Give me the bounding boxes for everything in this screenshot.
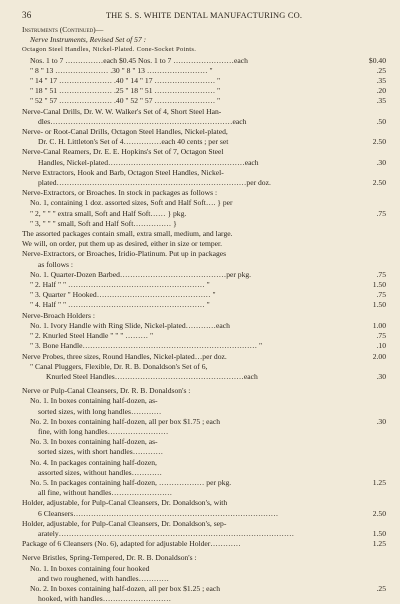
line-price: 1.50 (372, 300, 386, 310)
catalog-line (22, 300, 386, 310)
catalog-line (22, 66, 386, 76)
catalog-line (22, 352, 386, 362)
line-price: 1.50 (372, 528, 386, 538)
line-text: plated…………………………………………………………………per doz. (38, 178, 271, 188)
line-price: .75 (376, 269, 386, 279)
line-price: 2.50 (372, 508, 386, 518)
line-text: " 2. Knurled Steel Handle " " " ……… " (30, 331, 154, 341)
line-price: .75 (376, 208, 386, 218)
catalog-line (22, 584, 386, 594)
line-text: 6 Cleansers……………………………………………………………………… (38, 508, 279, 518)
line-text: Holder, adjustable, for Pulp-Canal Cleansers, Dr. Donaldson's, sep- (22, 518, 227, 528)
catalog-line (22, 488, 386, 498)
catalog-line (22, 331, 386, 341)
line-text: " 52 " 57 ………………… .40 " 52 " 57 …………………… " (30, 96, 221, 106)
line-text: Nerve Extractors, Hook and Barb, Octagon Steel Handles, Nickel- (22, 167, 224, 177)
catalog-line (22, 76, 386, 86)
catalog-line (22, 198, 386, 208)
line-price: 1.50 (372, 280, 386, 290)
catalog-line (22, 35, 386, 45)
line-text: We will, on order, put them up as desired, either in size or temper. (22, 239, 223, 249)
line-text: " 14 " 17 ………………… .40 " 14 " 17 …………………… " (30, 76, 221, 86)
catalog-line (22, 574, 386, 584)
line-text: as follows : (38, 259, 74, 269)
catalog-line (22, 468, 386, 478)
catalog-line (22, 117, 386, 127)
line-text: Holder, adjustable, for Pulp-Canal Cleansers, Dr. Donaldson's, with (22, 498, 228, 508)
line-price: $0.40 (368, 55, 386, 65)
line-text: Nerve-Canal Drills, Dr. W. W. Walker's Set of 4, Short Steel Han- (22, 106, 222, 116)
line-text: Nerve Probes, three sizes, Round Handles, Nickel-plated…per doz. (22, 351, 227, 361)
line-text: Nerve-Canal Reamers, Dr. E. E. Hopkins's Set of 7, Octagon Steel (22, 147, 224, 157)
running-title: THE S. S. WHITE DENTAL MANUFACTURING CO. (105, 11, 303, 20)
line-price: 1.00 (372, 320, 386, 330)
line-price: .25 (376, 65, 386, 75)
line-price: .75 (376, 331, 386, 341)
line-text: Nerve- or Root-Canal Drills, Octagon Steel Handles, Nickel-plated, (22, 127, 228, 137)
catalog-line (22, 539, 386, 549)
line-text: No. 1. Quarter-Dozen Barbed……………………………………per pkg. (30, 269, 252, 279)
line-text: Knurled Steel Handles……………………………………………each (46, 371, 258, 381)
line-text: and two roughened, with handles………… (38, 573, 169, 583)
catalog-line (22, 498, 386, 508)
catalog-line (22, 280, 386, 290)
line-text: No. 1. In boxes containing half-dozen, as- (30, 396, 158, 406)
catalog-line (22, 427, 386, 437)
line-text: Nos. 1 to 7 ……………each $0.45 Nos. 1 to 7 ……………………each (30, 55, 248, 65)
line-text: Nerve-Broach Holders : (22, 310, 95, 320)
catalog-line (22, 509, 386, 519)
catalog-line (22, 209, 386, 219)
line-text: all fine, without handles…………………… (38, 488, 173, 498)
line-price: 2.50 (372, 137, 386, 147)
line-price: .30 (376, 157, 386, 167)
line-text: dles………………………………………………………………each (38, 116, 247, 126)
line-text: No. 2. In boxes containing half-dozen, all per box $1.25 ; each (30, 583, 220, 593)
line-text: hooked, with handles……………………… (38, 594, 172, 604)
line-text: assorted sizes, without handles………… (38, 467, 163, 477)
line-text: Package of 6 Cleansers (No. 6), adapted for adjustable Holder………… (22, 539, 241, 549)
line-price: .75 (376, 290, 386, 300)
line-text: No. 4. In packages containing half-dozen, (30, 457, 157, 467)
catalog-line (22, 458, 386, 468)
line-price: .35 (376, 76, 386, 86)
line-text: " 4. Half " " ……………………………………………… " (30, 300, 210, 310)
catalog-line (22, 529, 386, 539)
line-price: 2.50 (372, 178, 386, 188)
catalog-line (22, 188, 386, 198)
catalog-line (22, 290, 386, 300)
catalog-line (22, 386, 386, 396)
line-text: No. 1. In boxes containing four hooked (30, 563, 150, 573)
catalog-line (22, 478, 386, 488)
line-text: No. 2. In boxes containing half-dozen, all per box $1.75 ; each (30, 416, 220, 426)
catalog-line (22, 447, 386, 457)
catalog-line (22, 417, 386, 427)
line-text: Octagon Steel Handles, Nickel-Plated. Cone-Socket Points. (22, 46, 197, 54)
line-text: The assorted packages contain small, extra small, medium, and large. (22, 229, 233, 239)
catalog-line (22, 594, 386, 604)
catalog-line (22, 96, 386, 106)
catalog-line (22, 168, 386, 178)
line-text: sorted sizes, with long handles………… (38, 406, 162, 416)
line-text: " 3. Bone Handle…………………………………………………………… " (30, 341, 263, 351)
page-header (22, 10, 386, 20)
line-text: No. 1, containing 1 doz. assorted sizes, Soft and Half Soft…. } per (30, 198, 233, 208)
line-price: .20 (376, 86, 386, 96)
catalog-line (22, 396, 386, 406)
catalog-line (22, 158, 386, 168)
catalog-line (22, 372, 386, 382)
catalog-line (22, 270, 386, 280)
line-text: No. 1. Ivory Handle with Ring Slide, Nickel-plated…………each (30, 320, 230, 330)
page-number: 36 (22, 10, 32, 20)
line-price: 1.25 (372, 539, 386, 549)
line-text: Handles, Nickel-plated………………………………………………each (38, 157, 259, 167)
catalog-line (22, 137, 386, 147)
line-text: " 3, " " " small, Soft and Half Soft…………… } (30, 218, 177, 228)
catalog-line (22, 407, 386, 417)
line-price: .35 (376, 96, 386, 106)
catalog-line (22, 519, 386, 529)
catalog-line (22, 25, 386, 35)
catalog-line (22, 107, 386, 117)
catalog-line (22, 321, 386, 331)
line-text: " 3. Quarter " Hooked……………………………………… " (30, 290, 216, 300)
line-text: Instruments (Continued)— (22, 25, 104, 34)
catalog-line (22, 362, 386, 372)
catalog-body (22, 25, 386, 604)
catalog-line (22, 178, 386, 188)
catalog-line (22, 260, 386, 270)
catalog-line (22, 553, 386, 563)
catalog-line (22, 229, 386, 239)
line-text: Nerve Instruments, Revised Set of 57 : (30, 35, 147, 45)
line-text: " 18 " 51 ………………… .25 " 18 " 51 …………………… " (30, 86, 221, 96)
catalog-line (22, 564, 386, 574)
catalog-line (22, 249, 386, 259)
line-text: " 8 " 13 ………………… .30 " 8 " 13 …………………… " (30, 65, 213, 75)
catalog-line (22, 239, 386, 249)
catalog-line (22, 45, 386, 55)
line-text: Nerve or Pulp-Canal Cleansers, Dr. R. B. Donaldson's : (22, 386, 191, 396)
line-price: .25 (376, 583, 386, 593)
line-text: Dr. C. H. Littleton's Set of 4……………each 40 cents ; per set (38, 137, 229, 147)
catalog-line (22, 311, 386, 321)
line-text: Nerve-Extractors, or Broaches. In stock in packages as follows : (22, 188, 218, 198)
line-text: No. 5. In packages containing half-dozen, ……………… per pkg. (30, 477, 232, 487)
line-text: Nerve Bristles, Spring-Tempered, Dr. R. B. Donaldson's : (22, 553, 197, 563)
line-price: 2.00 (372, 351, 386, 361)
line-text: fine, with long handles…………………… (38, 426, 169, 436)
catalog-line (22, 127, 386, 137)
line-price: .30 (376, 416, 386, 426)
line-price: .10 (376, 341, 386, 351)
line-price: 1.25 (372, 477, 386, 487)
line-text: No. 3. In boxes containing half-dozen, as- (30, 437, 158, 447)
catalog-line (22, 147, 386, 157)
line-text: " 2. Half " " ……………………………………………… " (30, 280, 210, 290)
line-text: arately………………………………………………………………………………… (38, 528, 295, 538)
catalog-line (22, 86, 386, 96)
catalog-line (22, 56, 386, 66)
catalog-line (22, 219, 386, 229)
line-text: sorted sizes, with short handles………… (38, 447, 164, 457)
line-text: " Canal Pluggers, Flexible, Dr. R. B. Donaldson's Set of 6, (30, 361, 208, 371)
line-price: .30 (376, 371, 386, 381)
catalog-line (22, 437, 386, 447)
line-text: " 2, " " " extra small, Soft and Half Soft…… } pkg. (30, 208, 187, 218)
line-text: Nerve-Extractors, or Broaches, Iridio-Platinum. Put up in packages (22, 249, 227, 259)
catalog-line (22, 341, 386, 351)
line-price: .50 (376, 116, 386, 126)
